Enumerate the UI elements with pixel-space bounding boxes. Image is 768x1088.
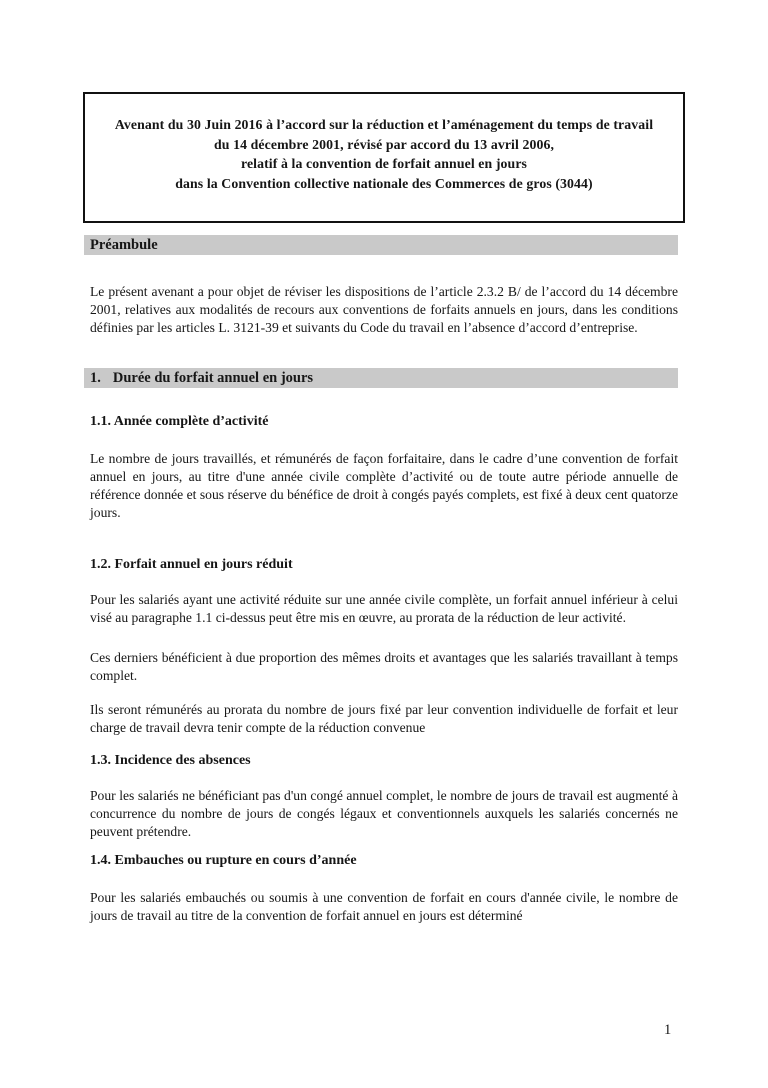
subsection-1-1-heading: 1.1. Année complète d’activité	[90, 414, 269, 429]
title-line-3: relatif à la convention de forfait annuel en jours	[240, 156, 528, 171]
subsection-1-4-heading: 1.4. Embauches ou rupture en cours d’année	[90, 853, 357, 868]
section1-heading-bar	[84, 368, 678, 388]
section1-heading: Durée du forfait annuel en jours	[112, 370, 314, 386]
title-box	[83, 92, 685, 223]
title-line-4: dans la Convention collective nationale des Commerces de gros (3044)	[175, 175, 593, 191]
section1-number: 1.	[90, 370, 101, 386]
subsection-1-2-paragraph-1: Pour les salariés ayant une activité réduite sur une année civile complète, un forfait annuel inférieur à celui visé au paragraphe 1.1 ci-dessus peut être mis en œuvre, au prorata de la réduction de leur activité.	[90, 592, 678, 625]
subsection-1-3-paragraph: Pour les salariés ne bénéficiant pas d'un congé annuel complet, le nombre de jours de travail est augmenté à concurrence du nombre de jours de congés légaux et conventionnels auxquels les salariés concernés ne peuvent prétendre.	[90, 788, 678, 839]
title-line-1: Avenant du 30 Juin 2016 à l’accord sur la réduction et l’aménagement du temps de travail	[114, 117, 654, 132]
preambule-heading-bar	[84, 235, 678, 255]
subsection-1-1-paragraph: Le nombre de jours travaillés, et rémunérés de façon forfaitaire, dans le cadre d’une convention de forfait annuel en jours, au titre d'une année civile complète d’activité ou de toute autre période annuelle de référence donnée et sous réserve du bénéfice de droit à congés payés complets, est fixé à deux cent quatorze jours.	[90, 451, 678, 520]
title-line-2: du 14 décembre 2001, révisé par accord du 13 avril 2006,	[213, 136, 555, 152]
subsection-1-3-heading: 1.3. Incidence des absences	[90, 753, 251, 768]
subsection-1-2-paragraph-2: Ces derniers bénéficient à due proportion des mêmes droits et avantages que les salariés travaillant à temps complet.	[90, 650, 678, 683]
page-number: 1	[664, 1022, 672, 1038]
preambule-heading: Préambule	[90, 237, 158, 253]
preambule-paragraph: Le présent avenant a pour objet de réviser les dispositions de l’article 2.3.2 B/ de l’accord du 14 décembre 2001, relatives aux modalités de recours aux conventions de forfaits annuels en jours, dans les conditions définies par les articles L. 3121-39 et suivants du Code du travail en l’absence d’accord d’entreprise.	[90, 284, 678, 335]
subsection-1-2-heading: 1.2. Forfait annuel en jours réduit	[90, 557, 293, 572]
subsection-1-2-paragraph-3: Ils seront rémunérés au prorata du nombre de jours fixé par leur convention individuelle de forfait et leur charge de travail devra tenir compte de la réduction convenue	[90, 702, 678, 735]
subsection-1-4-paragraph: Pour les salariés embauchés ou soumis à une convention de forfait en cours d'année civile, le nombre de jours de travail au titre de la convention de forfait annuel en jours est déterminé	[90, 890, 678, 923]
